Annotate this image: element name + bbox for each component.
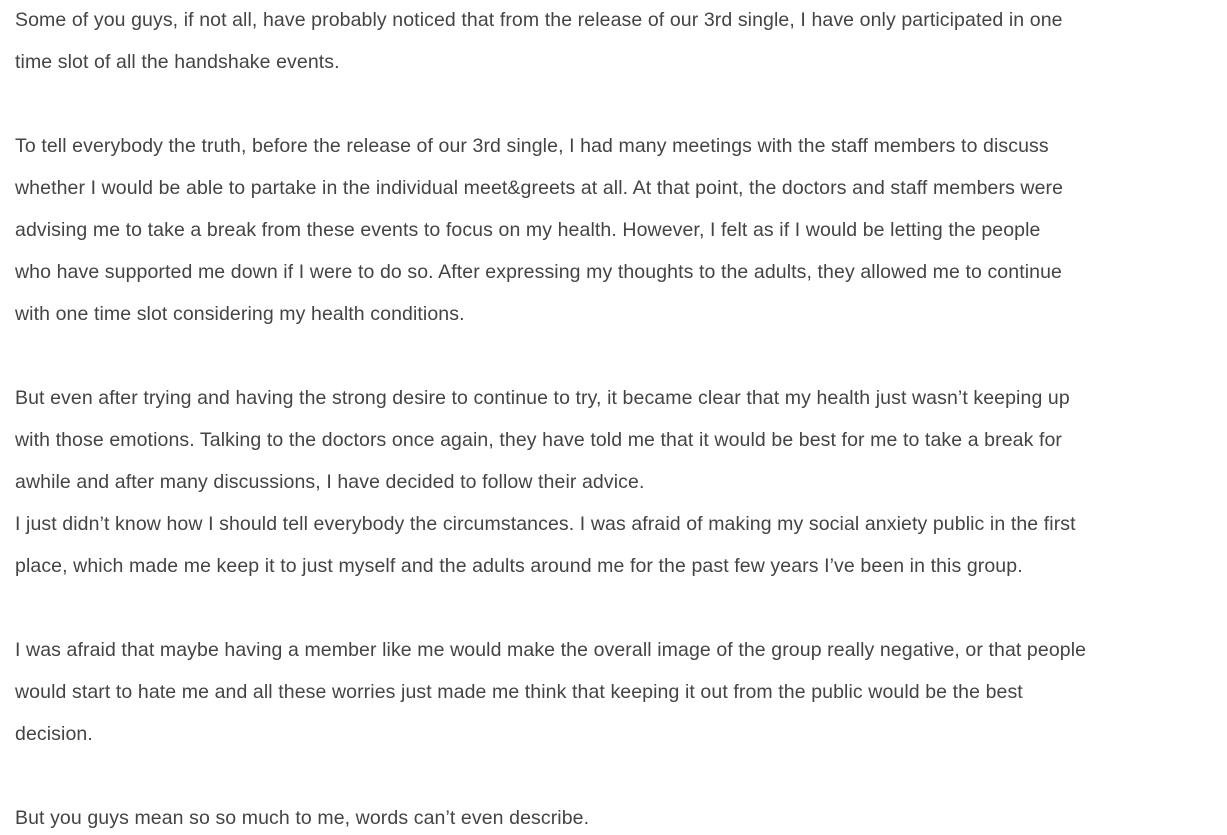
text-line: awhile and after many discussions, I have decided to follow their advice. — [15, 471, 645, 493]
text-line: I was afraid that maybe having a member like me would make the overall image of the group really negative, or that people — [15, 639, 1087, 661]
text-line: with one time slot considering my health conditions. — [15, 303, 465, 325]
text-line: with those emotions. Talking to the doctors once again, they have told me that it would be best for me to take a break for — [15, 429, 1063, 451]
text-line: Some of you guys, if not all, have probably noticed that from the release of our 3rd single, I have only participated in one — [15, 9, 1063, 31]
text-line: But you guys mean so so much to me, words can’t even describe. — [15, 807, 590, 829]
text-line: But even after trying and having the strong desire to continue to try, it became clear that my health just wasn’t keeping up — [15, 387, 1070, 409]
text-line: decision. — [15, 723, 93, 745]
text-line: time slot of all the handshake events. — [15, 51, 340, 73]
text-line: would start to hate me and all these worries just made me think that keeping it out from the public would be the best — [15, 681, 1023, 703]
text-line: whether I would be able to partake in the individual meet&greets at all. At that point, the doctors and staff members were — [15, 177, 1064, 199]
text-line: To tell everybody the truth, before the release of our 3rd single, I had many meetings with the staff members to discuss — [15, 135, 1049, 157]
text-line: advising me to take a break from these events to focus on my health. However, I felt as if I would be letting the people — [15, 219, 1041, 241]
text-line: place, which made me keep it to just myself and the adults around me for the past few years I’ve been in this group. — [15, 555, 1023, 577]
text-line: who have supported me down if I were to do so. After expressing my thoughts to the adults, they allowed me to continue — [15, 261, 1062, 283]
text-line: I just didn’t know how I should tell everybody the circumstances. I was afraid of making my social anxiety public in the first — [15, 513, 1076, 535]
